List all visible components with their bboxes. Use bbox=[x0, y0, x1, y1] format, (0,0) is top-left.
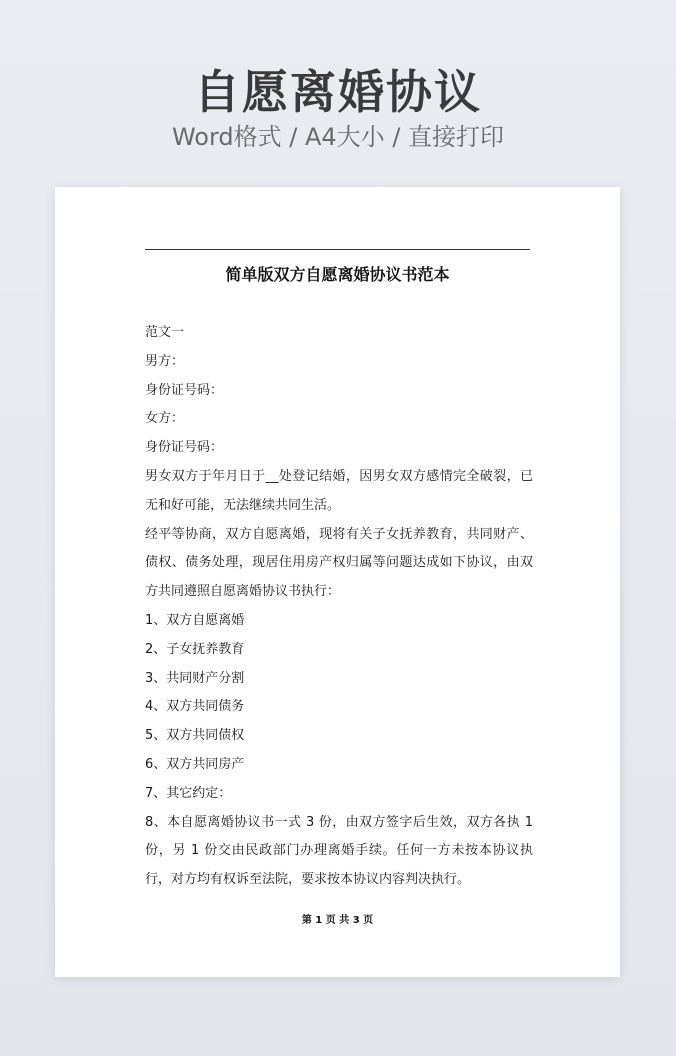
header-rule bbox=[145, 249, 530, 250]
document-title: 简单版双方自愿离婚协议书范本 bbox=[225, 265, 450, 284]
paragraph: 经平等协商，双方自愿离婚，现将有关子女抚养教育，共同财产、债权、债务处理，现居住用房产权归属等问题达成如下协议，由双方共同遵照自愿离婚协议书执行： bbox=[145, 526, 533, 600]
paragraph: 身份证号码： bbox=[145, 382, 224, 398]
paragraph: 范文一 bbox=[145, 325, 185, 340]
list-item: 2、子女抚养教育 bbox=[145, 641, 245, 657]
list-item: 7、其它约定： bbox=[145, 785, 232, 801]
banner-title: 自愿离婚协议 bbox=[194, 65, 482, 119]
paragraph: 女方： bbox=[145, 411, 185, 427]
list-item: 1、双方自愿离婚 bbox=[145, 612, 245, 628]
list-item: 3、共同财产分割 bbox=[145, 670, 245, 686]
list-item: 4、双方共同债务 bbox=[145, 699, 245, 715]
list-item: 8、本自愿离婚协议书一式 3 份，由双方签字后生效，双方各执 1 份，另 1 份交由民政部门办理离婚手续。任何一方未按本协议执行，对方均有权诉至法院，要求按本协议内容判决执行。 bbox=[145, 814, 533, 888]
paragraph: 男方： bbox=[145, 353, 185, 369]
page-number: 第 1 页 共 3 页 bbox=[301, 915, 374, 926]
paragraph: 男女双方于年月日于__处登记结婚，因男女双方感情完全破裂，已无和好可能，无法继续共同生活。 bbox=[145, 468, 533, 513]
list-item: 6、双方共同房产 bbox=[145, 756, 245, 772]
document-body bbox=[145, 319, 533, 895]
banner-subtitle: Word格式 / A4大小 / 直接打印 bbox=[171, 123, 505, 151]
document-page bbox=[55, 187, 620, 977]
paragraph: 身份证号码： bbox=[145, 440, 224, 456]
list-item: 5、双方共同债权 bbox=[145, 728, 245, 744]
